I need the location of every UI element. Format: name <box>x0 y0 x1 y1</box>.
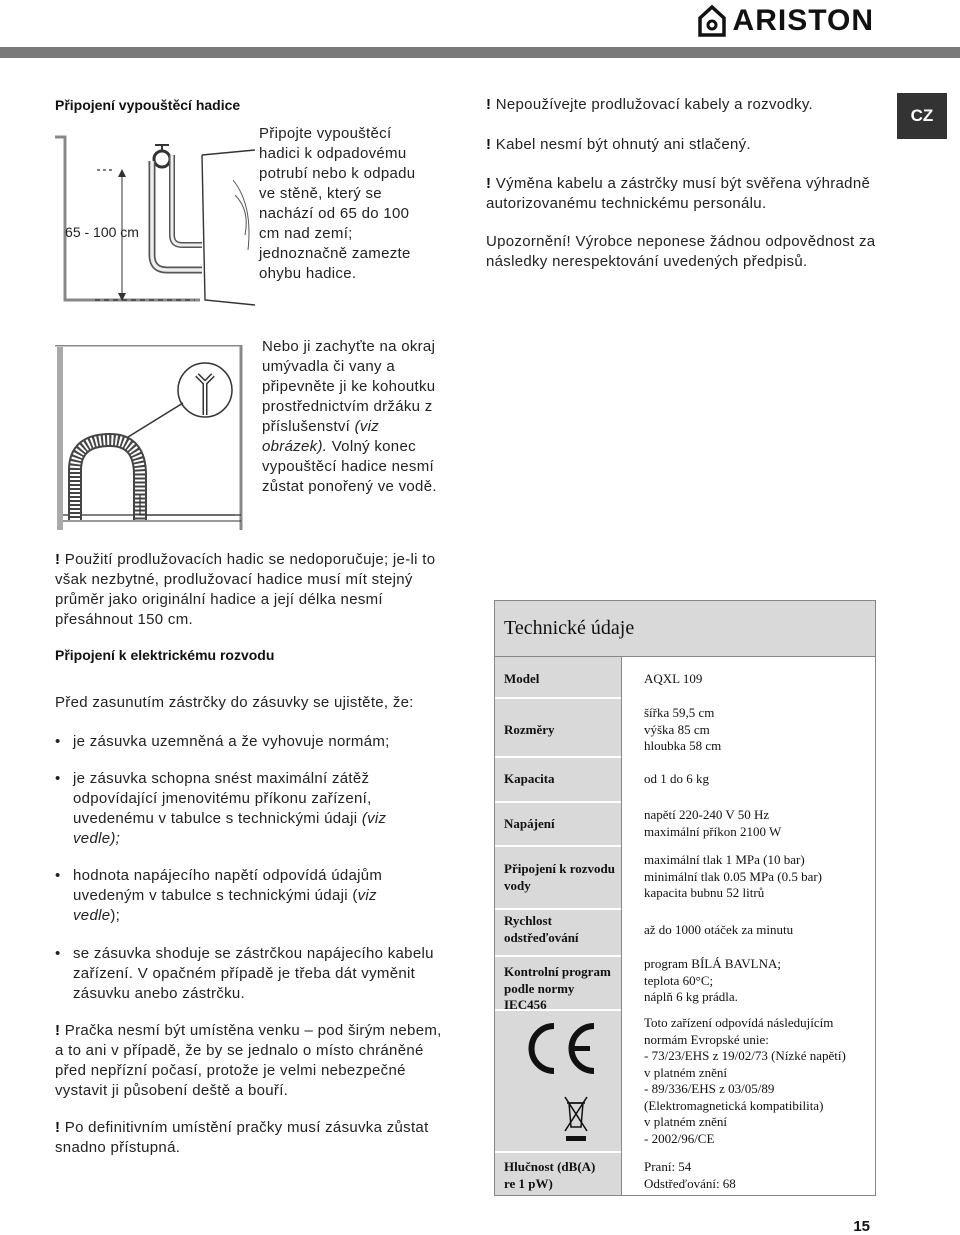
list-item <box>55 866 425 926</box>
compliance-line: normám Evropské unie: <box>644 1031 769 1047</box>
row-value <box>644 705 872 755</box>
sink-instructions <box>262 337 442 497</box>
row-label: Rychlost odstřeďování <box>504 913 579 945</box>
row-value <box>644 1159 872 1192</box>
max-pressure-value: maximální tlak 1 MPa (10 bar) <box>644 852 805 867</box>
hose-end-note: Volný konec vypouštěcí hadice nesmí zůstat ponořený ve vodě. <box>262 438 437 495</box>
extension-hose-note <box>55 550 447 630</box>
compliance-line: Toto zařízení odpovídá následujícím <box>644 1015 834 1030</box>
row-value: až do 1000 otáček za minutu <box>644 922 794 937</box>
brand-name: ARISTON <box>732 4 874 37</box>
manufacturer-caution: Upozornění! Výrobce neponese žádnou odpovědnost za následky nerespektování uvedených předpisů. <box>486 233 876 270</box>
drum-capacity-value: kapacita bubnu 52 litrů <box>644 885 765 900</box>
electric-section-title: Připojení k elektrickému rozvodu <box>55 647 275 663</box>
checklist-text-end: ); <box>110 907 121 924</box>
warning-text: Kabel nesmí být ohnutý ani stlačený. <box>495 136 751 153</box>
list-item <box>55 732 447 752</box>
load-value: náplň 6 kg prádla. <box>644 989 738 1004</box>
checklist-text: je zásuvka schopna snést maximální zátěž odpovídající jmenovitému příkonu zařízení, uvedenému v tabulce s technickými údaji <box>73 770 372 827</box>
house-icon <box>697 4 727 38</box>
compliance-line: (Elektromagnetická kompatibilita) <box>644 1097 824 1113</box>
max-power-value: maximální příkon 2100 W <box>644 823 782 839</box>
checklist-text: se zásuvka shoduje se zástrčkou napájecího kabelu zařízení. V opačném případě je třeba dát vyměnit zásuvku anebo zástrčku. <box>73 945 434 1002</box>
warning-mark: ! <box>55 1022 61 1039</box>
compliance-line: v platném znění <box>644 1064 728 1080</box>
row-label: Napájení <box>504 816 555 831</box>
compliance-line: - 2002/96/CE <box>644 1130 715 1146</box>
outdoor-warning <box>55 1021 447 1101</box>
language-tab: CZ <box>897 93 947 139</box>
header-bar <box>0 47 960 58</box>
temperature-value: teplota 60°C; <box>644 972 714 988</box>
sink-instructions-main: Nebo ji zachyťte na okraj umývadla či vany a připevněte ji ke kohoutku prostřednictvím držáku z příslušenství <box>262 338 436 435</box>
wash-noise-value: Praní: 54 <box>644 1159 692 1174</box>
drain-wall-illustration <box>55 125 255 310</box>
electric-checklist-4 <box>55 944 445 1004</box>
row-label: Rozměry <box>504 722 555 737</box>
row-value: AQXL 109 <box>644 671 703 686</box>
electric-checklist-3 <box>55 866 425 926</box>
electric-checklist <box>55 732 447 752</box>
warning-mark: ! <box>486 175 492 192</box>
width-value: šířka 59,5 cm <box>644 705 715 720</box>
checklist-text: je zásuvka uzemněná a že vyhovuje normám; <box>73 733 390 750</box>
row-label: Kapacita <box>504 771 555 786</box>
checklist-text: hodnota napájecího napětí odpovídá údajům uvedeným v tabulce s technickými údaji ( <box>73 867 383 904</box>
row-value: od 1 do 6 kg <box>644 771 709 786</box>
warning-mark: ! <box>55 551 61 568</box>
compliance-line: - 73/23/EHS z 19/02/73 (Nízké napětí) <box>644 1048 846 1063</box>
drain-instructions: Připojte vypouštěcí hadici k odpadovému potrubí nebo k odpadu ve stěně, který se nachází od 65 do 100 cm nad zemí; jednoznačně zamezte ohybu hadice. <box>259 125 416 282</box>
see-table-note: (viz vedle); <box>73 810 387 847</box>
row-label: Připojení k rozvodu vody <box>504 861 615 893</box>
tech-table-title: Technické údaje <box>495 601 875 657</box>
warning-text: Výměna kabelu a zástrčky musí být svěřena výhradně autorizovanému technickému personálu. <box>486 175 871 212</box>
warning-extension-cables <box>486 95 886 115</box>
list-item <box>55 944 445 1004</box>
row-value <box>644 956 872 1006</box>
sink-hook-illustration <box>55 345 245 530</box>
program-value: program BÍLÁ BAVLNA; <box>644 956 781 971</box>
row-label: Kontrolní program podle normy IEC456 <box>504 964 611 1012</box>
warning-mark: ! <box>486 96 492 113</box>
drain-section-title: Připojení vypouštěcí hadice <box>55 97 241 113</box>
see-table-note: viz vedle <box>73 887 377 924</box>
ariston-logo <box>697 4 874 38</box>
warning-mark: ! <box>55 1119 61 1136</box>
compliance-text <box>644 1015 872 1147</box>
row-value <box>644 852 872 902</box>
outdoor-warning-text: Pračka nesmí být umístěna venku – pod širým nebem, a to ani v případě, že by se jednalo o místo chráněné před nepřízní počasí, protože je velmi nebezpečné vystavit ji působení deště a bouří. <box>55 1022 442 1099</box>
electric-intro: Před zasunutím zástrčky do zásuvky se ujistěte, že: <box>55 694 414 711</box>
socket-access-text: Po definitivním umístění pračky musí zásuvka zůstat snadno přístupná. <box>55 1119 429 1156</box>
see-figure-note: (viz obrázek). <box>262 418 380 455</box>
socket-access-note <box>55 1118 447 1158</box>
warning-text: Nepoužívejte prodlužovací kabely a rozvodky. <box>495 96 814 113</box>
row-label: Model <box>504 671 540 686</box>
voltage-value: napětí 220-240 V 50 Hz <box>644 807 770 822</box>
extension-hose-text: Použití prodlužovacích hadic se nedoporučuje; je-li to však nezbytné, prodlužovací hadice musí mít stejný průměr jako originální hadice a její délka nesmí přesáhnout 150 cm. <box>55 551 436 628</box>
electric-checklist-2 <box>55 769 425 849</box>
warning-mark: ! <box>486 136 492 153</box>
warning-cable-replacement <box>486 174 876 214</box>
min-pressure-value: minimální tlak 0.05 MPa (0.5 bar) <box>644 868 823 884</box>
page-number: 15 <box>853 1218 870 1235</box>
ce-mark-icon <box>520 1021 600 1076</box>
list-item <box>55 769 425 849</box>
height-range-label: 65 - 100 cm <box>65 224 139 240</box>
row-value <box>644 807 872 840</box>
height-value: výška 85 cm <box>644 721 710 737</box>
row-label: Hlučnost (dB(A) re 1 pW) <box>504 1159 596 1191</box>
spin-noise-value: Odstřeďování: 68 <box>644 1175 736 1191</box>
compliance-line: - 89/336/EHS z 03/05/89 <box>644 1081 775 1096</box>
warning-cable-bent <box>486 135 886 155</box>
depth-value: hloubka 58 cm <box>644 738 722 753</box>
compliance-line: v platném znění <box>644 1114 728 1129</box>
technical-data-table <box>494 600 876 1196</box>
weee-bin-icon <box>564 1093 588 1143</box>
